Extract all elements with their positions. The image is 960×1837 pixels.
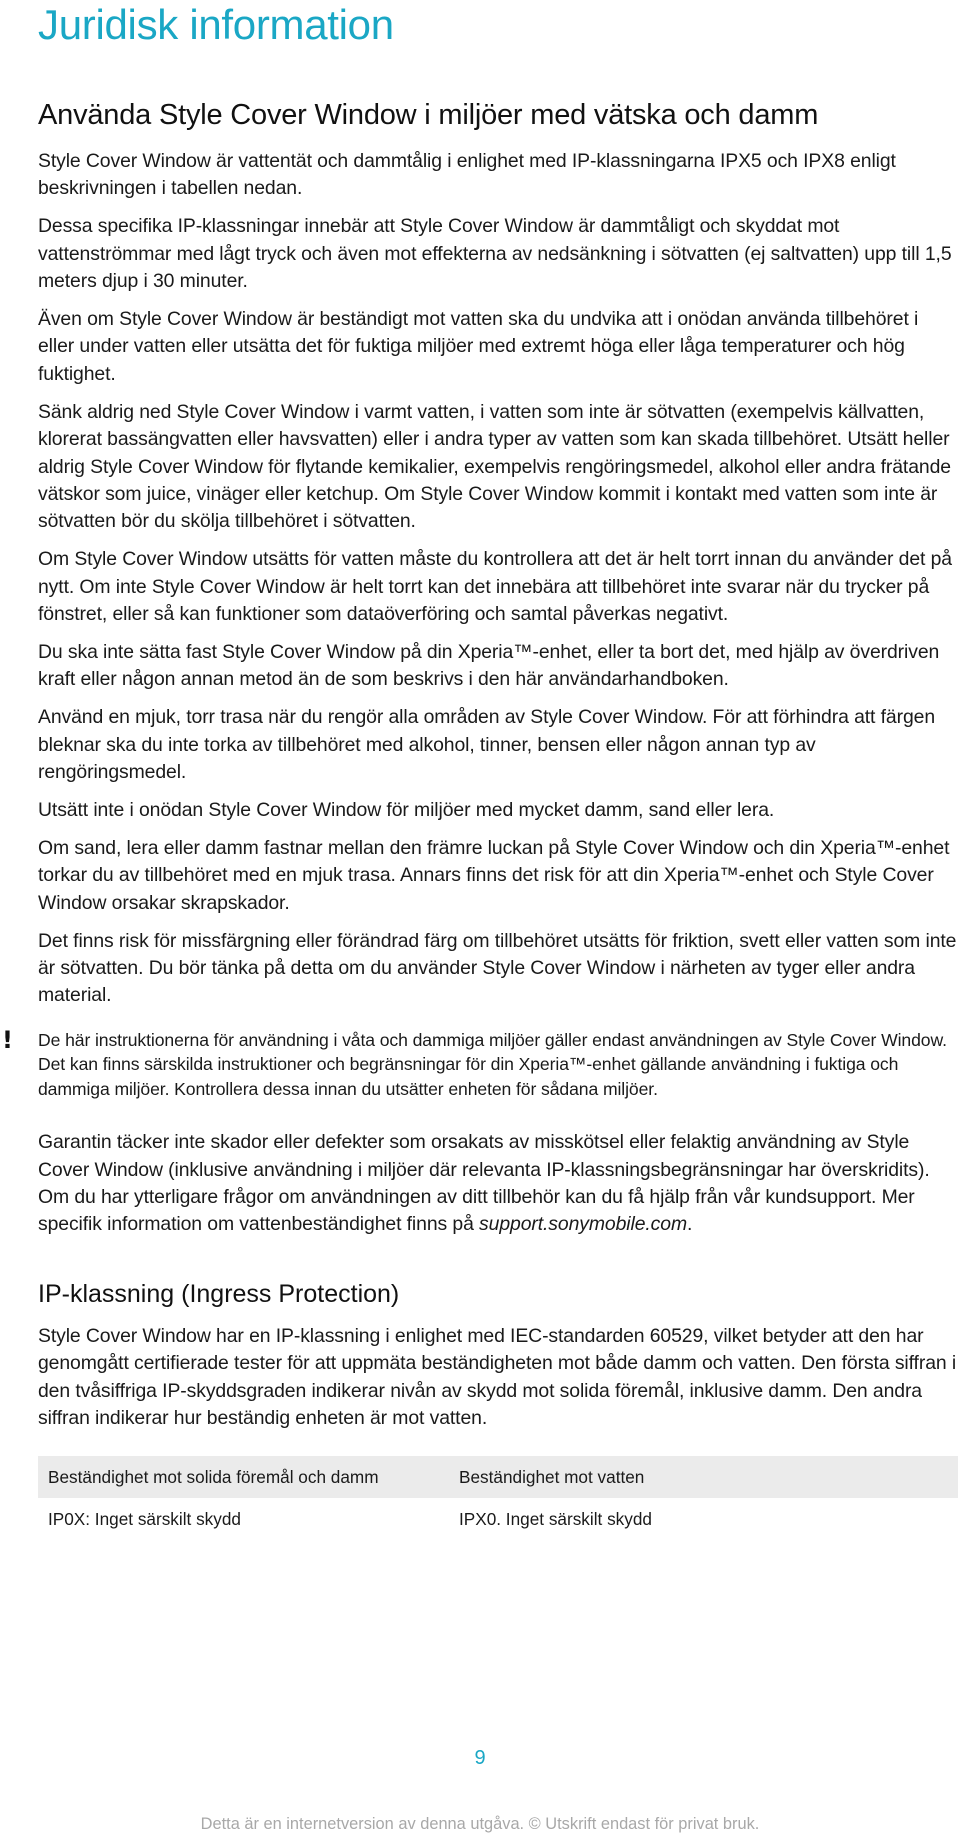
warning-icon: ! (2, 1025, 13, 1054)
warning-note (2, 1025, 958, 1101)
table-header-cell: Beständighet mot solida föremål och damm (38, 1456, 449, 1498)
table-header-row (38, 1456, 958, 1498)
section-heading-ip-rating: IP-klassning (Ingress Protection) (38, 1279, 400, 1308)
paragraph: Även om Style Cover Window är beständigt mot vatten ska du undvika att i onödan använda tillbehöret i eller under vatten eller utsätta det för fuktiga miljöer med extremt höga eller låga temperaturer och hög fuktighet. (38, 308, 919, 385)
paragraph: Det finns risk för missfärgning eller förändrad färg om tillbehöret utsätts för friktion, svett eller vatten som inte är sötvatten. Du bör tänka på detta om du använder Style Cover Window i närheten av tyger eller andra material. (38, 929, 957, 1007)
support-link[interactable]: support.sonymobile.com (479, 1213, 688, 1236)
section-heading-liquid-dust: Använda Style Cover Window i miljöer med vätska och damm (38, 99, 819, 131)
page-number: 9 (474, 1747, 486, 1769)
ip-rating-table (38, 1456, 958, 1540)
warning-text: De här instruktionerna för användning i våta och dammiga miljöer gäller endast användningen av Style Cover Window. Det kan finns särskilda instruktioner och begränsningar för din Xperia™-enhet gällande användning i fuktiga och dammiga miljöer. Kontrollera dessa innan du utsätter enheten för sådana miljöer. (38, 1029, 947, 1099)
table-cell: IP0X: Inget särskilt skydd (48, 1508, 241, 1529)
paragraph: Om Style Cover Window utsätts för vatten måste du kontrollera att det är helt torrt innan du använder det på nytt. Om inte Style Cover Window är helt torrt kan det innebära att tillbehöret inte svarar när du trycker på fönstret, eller så kan funktioner som dataöverföring och samtal påverkas negativt. (38, 548, 952, 626)
warranty-text-body: Garantin täcker inte skador eller defekter som orsakats av misskötsel eller felaktig användning av Style Cover Window (inklusive användning i miljöer där relevanta IP-klassningsbegränsningar har överskridits). Om du har ytterligare frågor om användningen av ditt tillbehör kan du få hjälp från vår kundsupport. Mer specifik information om vattenbeständighet finns på (38, 1131, 930, 1236)
paragraph: Sänk aldrig ned Style Cover Window i varmt vatten, i vatten som inte är sötvatten (exempelvis källvatten, klorerat bassängvatten eller havsvatten) eller i andra typer av vatten som kan skada tillbehöret. Utsätt heller aldrig Style Cover Window för flytande kemikalier, exempelvis rengöringsmedel, alkohol eller andra frätande vätskor som juice, vinäger eller ketchup. Om Style Cover Window kommit i kontakt med vatten som inte är sötvatten bör du skölja tillbehöret i sötvatten. (38, 400, 951, 533)
footer-notice: Detta är en internetversion av denna utgåva. © Utskrift endast för privat bruk. (200, 1815, 760, 1833)
page-title: Juridisk information (38, 1, 394, 48)
paragraph: Använd en mjuk, torr trasa när du rengör alla områden av Style Cover Window. För att förhindra att färgen bleknar ska du inte torka av tillbehöret med alkohol, tinner, bensen eller någon annan typ av rengöringsmedel. (38, 706, 935, 784)
document-page (2, 0, 958, 1540)
warranty-text (38, 1129, 958, 1239)
table-row (38, 1498, 958, 1540)
warranty-text-end: . (687, 1213, 693, 1236)
table-cell: IPX0. Inget särskilt skydd (459, 1508, 652, 1529)
paragraph: Om sand, lera eller damm fastnar mellan den främre luckan på Style Cover Window och din Xperia™-enhet torkar du av tillbehöret med en mjuk trasa. Annars finns det risk för att din Xperia™-enhet och Style Cover Window orsakar skrapskador. (38, 836, 950, 914)
paragraph: Dessa specifika IP-klassningar innebär att Style Cover Window är dammtåligt och skyddat mot vattenströmmar med lågt tryck och även mot effekterna av nedsänkning i sötvatten (ej saltvatten) upp till 1,5 meters djup i 30 minuter. (38, 215, 952, 293)
warranty-note (38, 1129, 958, 1239)
paragraph: Utsätt inte i onödan Style Cover Window för miljöer med mycket damm, sand eller lera. (38, 799, 775, 822)
paragraph: Style Cover Window har en IP-klassning i enlighet med IEC-standarden 60529, vilket betyder att den har genomgått certifierade tester för att uppmäta beständigheten mot både damm och vatten. Den första siffran i den tvåsiffriga IP-skyddsgraden indikerar nivån av skydd mot solida föremål, inklusive damm. Den andra siffran indikerar hur beständig enheten är mot vatten. (38, 1324, 957, 1429)
paragraph: Du ska inte sätta fast Style Cover Window på din Xperia™-enhet, eller ta bort det, med hjälp av överdriven kraft eller någon annan metod än de som beskrivs i den här användarhandboken. (38, 641, 940, 691)
paragraph: Style Cover Window är vattentät och dammtålig i enlighet med IP-klassningarna IPX5 och IPX8 enligt beskrivningen i tabellen nedan. (38, 150, 896, 200)
table-header-cell: Beständighet mot vatten (449, 1456, 958, 1498)
